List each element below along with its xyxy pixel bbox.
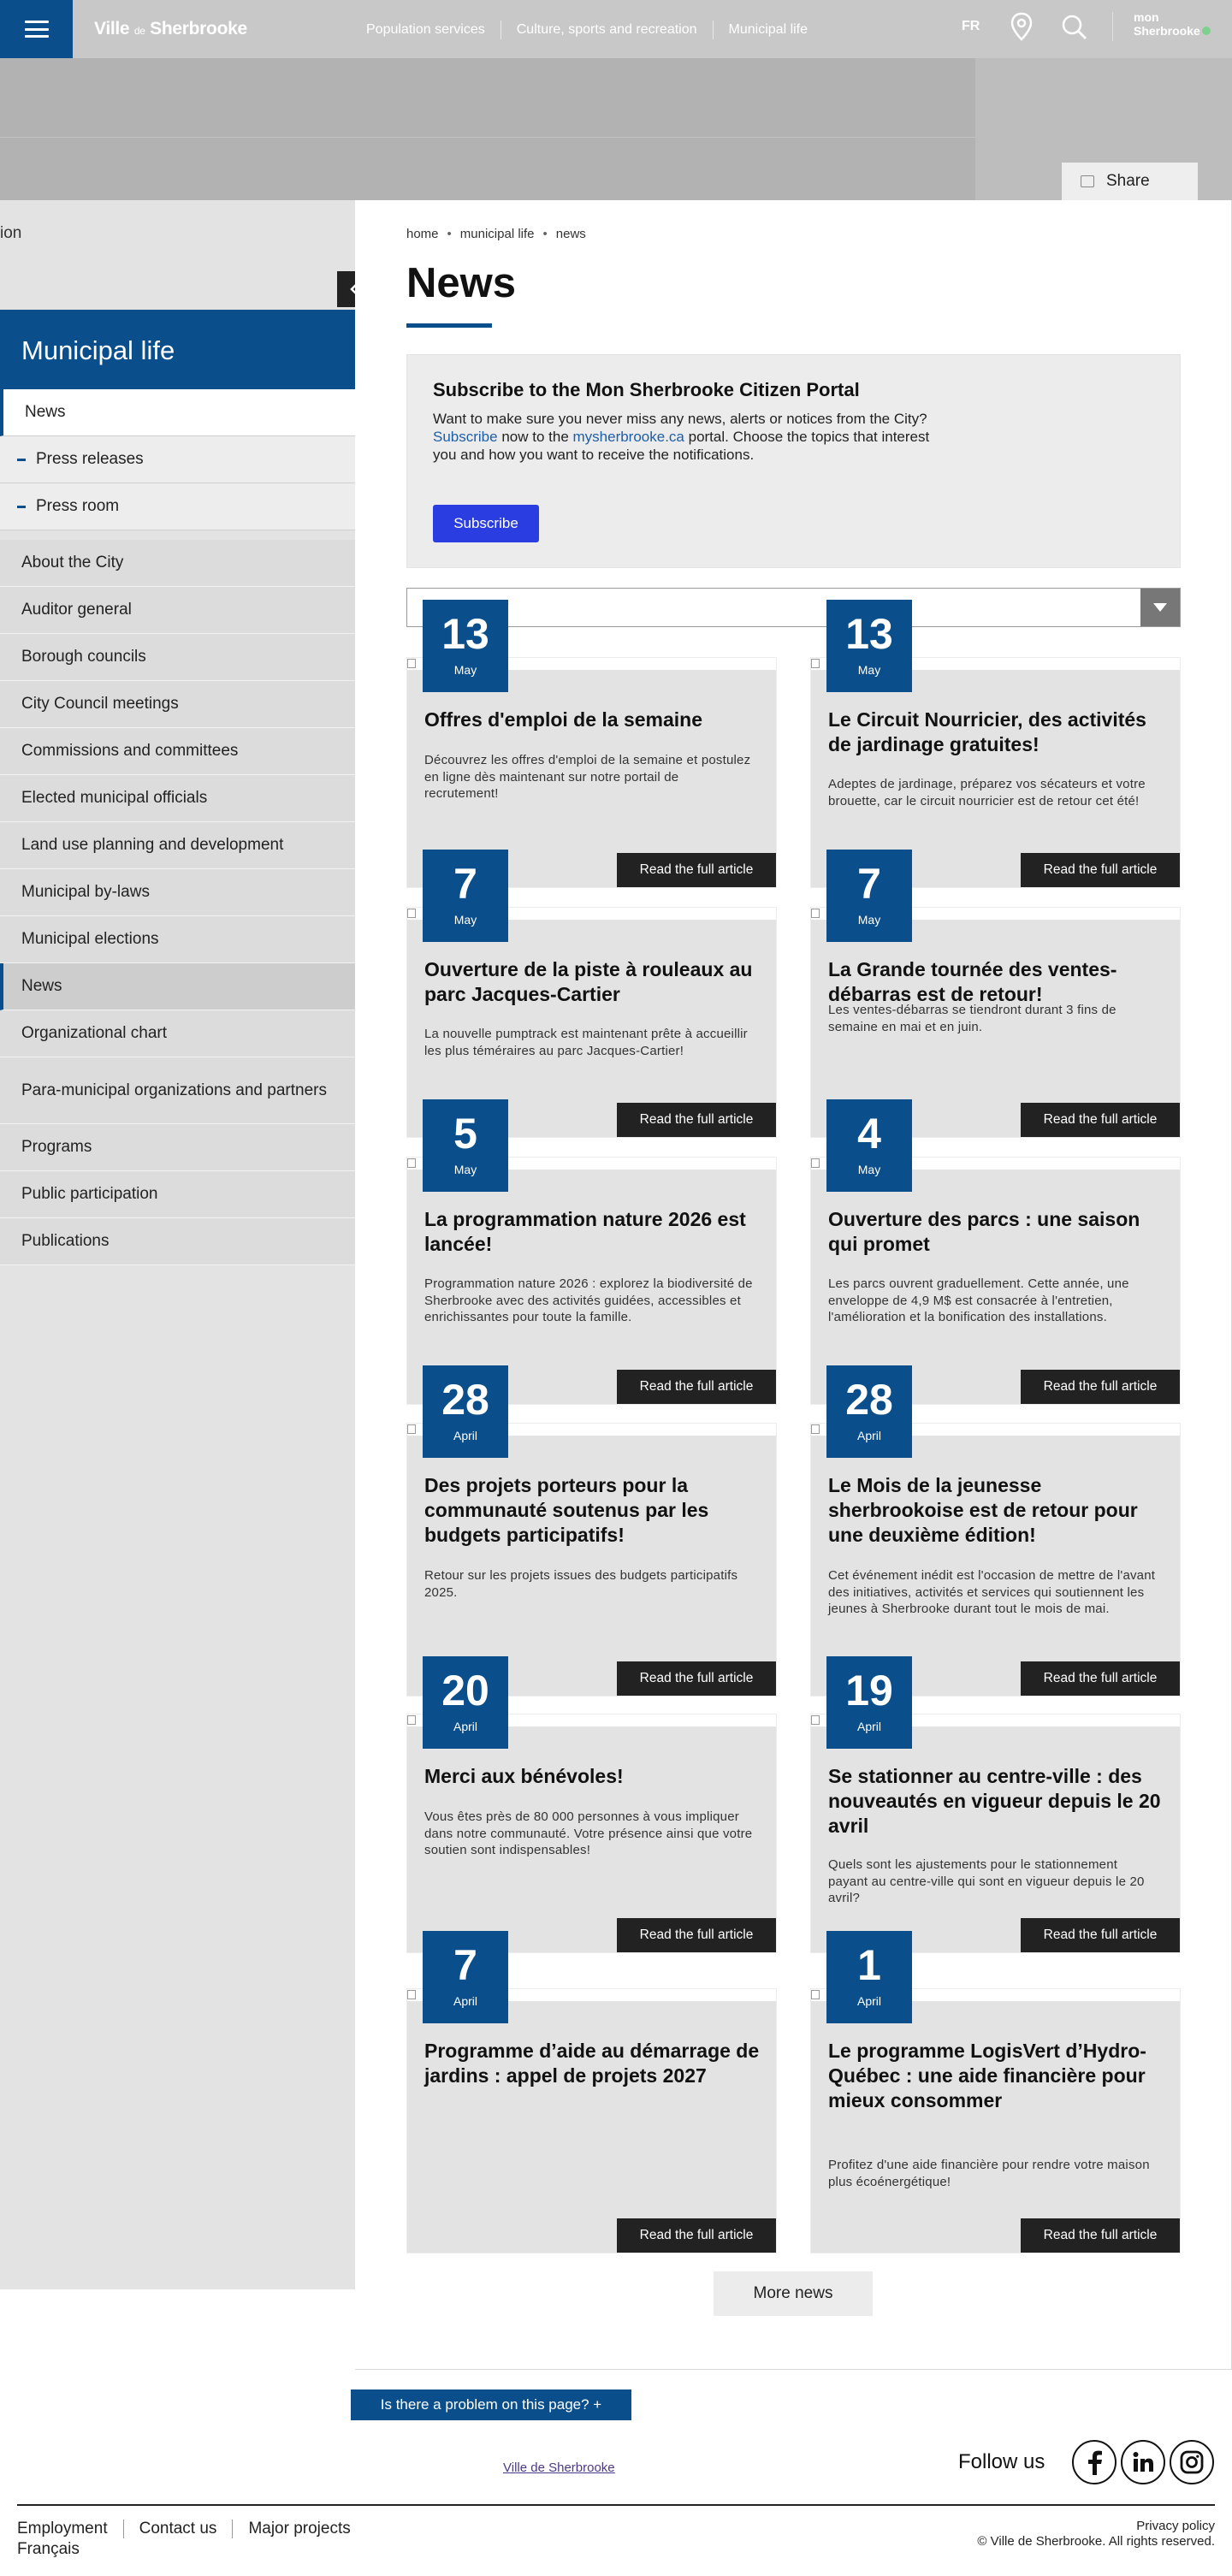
- news-card-title[interactable]: Offres d'emploi de la semaine: [424, 708, 703, 731]
- logo-word-de: de: [133, 25, 145, 37]
- sidebar-item-label: Municipal elections: [21, 930, 159, 948]
- footer-divider: [17, 2504, 1215, 2506]
- broken-image-icon: [811, 1990, 820, 1999]
- language-switch[interactable]: FR: [962, 19, 980, 33]
- portal-link[interactable]: mysherbrooke.ca: [572, 429, 684, 445]
- report-problem-button[interactable]: Is there a problem on this page? +: [351, 2389, 631, 2420]
- date-badge: [423, 850, 508, 942]
- subscribe-button[interactable]: Subscribe: [433, 505, 539, 542]
- news-card-title[interactable]: Ouverture des parcs : une saison qui promet: [828, 1208, 1140, 1255]
- logo-word-sherbrooke: Sherbrooke: [150, 19, 247, 38]
- breadcrumb-item[interactable]: home: [406, 227, 439, 241]
- footer-link[interactable]: Employment: [17, 2520, 124, 2538]
- date-month: May: [857, 913, 881, 927]
- date-badge: [423, 1365, 508, 1458]
- sidebar-item[interactable]: [0, 1010, 355, 1057]
- read-article-button[interactable]: Read the full article: [1021, 1370, 1180, 1404]
- date-month: May: [857, 1163, 881, 1176]
- news-card-title[interactable]: Le programme LogisVert d’Hydro-Québec : une aide financière pour mieux consommer: [828, 2040, 1146, 2111]
- date-day: 7: [453, 860, 477, 908]
- news-card-summary: Les ventes-débarras se tiendront durant 3 fins de semaine en mai et en juin.: [828, 1003, 1116, 1034]
- news-card[interactable]: [406, 1667, 777, 1953]
- date-badge: [826, 1931, 912, 2023]
- date-badge: [423, 1656, 508, 1749]
- hamburger-icon: [25, 21, 49, 38]
- broken-image-icon: [407, 909, 416, 918]
- sidebar-item-label: Para-municipal organizations and partners: [21, 1081, 327, 1099]
- news-card[interactable]: [810, 1376, 1181, 1697]
- subnav-child-item[interactable]: [0, 436, 355, 483]
- sidebar-item-label: News: [21, 977, 62, 995]
- sidebar-item[interactable]: [0, 1057, 355, 1124]
- sidebar-subnav: [0, 389, 355, 530]
- date-day: 19: [845, 1667, 893, 1714]
- more-news-button[interactable]: More news: [714, 2271, 873, 2316]
- news-card-summary: Quels sont les ajustements pour le stationnement payant au centre-ville qui sont en vigueur depuis le 20 avril?: [828, 1857, 1145, 1905]
- date-month: April: [453, 1720, 477, 1733]
- date-day: 13: [441, 610, 489, 658]
- sidebar-item-label: Publications: [21, 1232, 110, 1250]
- logo-dot-icon: [1202, 27, 1211, 35]
- footer-logo-link[interactable]: Ville de Sherbrooke: [503, 2461, 615, 2475]
- date-day: 13: [845, 610, 893, 658]
- share-label: Share: [1106, 172, 1150, 190]
- sidebar-item-label: About the City: [21, 554, 124, 571]
- broken-image-icon: [407, 1990, 416, 1999]
- dropdown-arrow-icon: [1140, 589, 1180, 626]
- sidebar-section-title[interactable]: Municipal life: [0, 310, 355, 389]
- news-card-summary: Cet événement inédit est l'occasion de mettre de l'avant des initiatives, activités et services qui soutiennent les jeunes à Sherbrooke durant tout le mois de mai.: [828, 1568, 1156, 1616]
- subscribe-text-part: now to the: [497, 429, 573, 445]
- news-card-title[interactable]: Le Mois de la jeunesse sherbrookoise est de retour pour une deuxième édition!: [828, 1474, 1138, 1546]
- news-card-title[interactable]: Se stationner au centre-ville : des nouveautés en vigueur depuis le 20 avril: [828, 1765, 1161, 1837]
- date-badge: [423, 1099, 508, 1192]
- sidebar-item[interactable]: [0, 775, 355, 822]
- sidebar-item[interactable]: [0, 1124, 355, 1171]
- breadcrumb: [406, 227, 586, 241]
- top-navigation: [351, 21, 823, 39]
- map-pin-icon[interactable]: [1010, 12, 1034, 41]
- date-month: April: [856, 1994, 881, 2008]
- news-card-summary: Programmation nature 2026 : explorez la biodiversité de Sherbrooke avec des activités guidées, accessibles et enrichissantes pour toute la famille.: [424, 1276, 753, 1324]
- subscribe-title: Subscribe to the Mon Sherbrooke Citizen Portal: [433, 379, 860, 400]
- sidebar-item[interactable]: [0, 963, 355, 1010]
- news-card-title[interactable]: Le Circuit Nourricier, des activités de jardinage gratuites!: [828, 708, 1146, 755]
- linkedin-icon[interactable]: [1121, 2440, 1165, 2484]
- date-badge: [423, 1931, 508, 2023]
- read-article-button[interactable]: Read the full article: [1021, 1918, 1180, 1952]
- news-card[interactable]: [810, 1667, 1181, 1953]
- news-card[interactable]: [406, 1941, 777, 2253]
- share-icon: [1081, 175, 1094, 187]
- sidebar-item[interactable]: [0, 822, 355, 869]
- read-article-button[interactable]: Read the full article: [617, 2218, 776, 2253]
- mon-logo-line1: mon: [1134, 10, 1159, 24]
- subscribe-text: [433, 410, 946, 464]
- subnav-item-label: News: [25, 403, 66, 421]
- broken-image-icon: [811, 909, 820, 918]
- date-day: 28: [845, 1376, 893, 1424]
- broken-image-icon: [407, 1424, 416, 1434]
- header-divider: [1112, 12, 1113, 41]
- footer-links: [17, 2520, 366, 2538]
- subscribe-link[interactable]: Subscribe: [433, 429, 498, 445]
- broken-image-icon: [407, 1158, 416, 1168]
- privacy-policy-link[interactable]: Privacy policy: [1136, 2519, 1215, 2533]
- read-article-button[interactable]: Read the full article: [1021, 853, 1180, 887]
- sidebar-item-label: Organizational chart: [21, 1024, 168, 1042]
- news-card-summary: Adeptes de jardinage, préparez vos sécateurs et votre brouette, car le circuit nourricier est de retour cet été!: [828, 777, 1146, 808]
- share-button[interactable]: [1062, 163, 1198, 200]
- date-day: 7: [453, 1941, 477, 1989]
- subnav-item-label: Press releases: [36, 450, 144, 468]
- sidebar-item[interactable]: [0, 869, 355, 916]
- title-underline: [406, 323, 492, 328]
- category-filter-select[interactable]: [406, 588, 1181, 627]
- date-day: 28: [441, 1376, 489, 1424]
- subnav-item-label: Press room: [36, 497, 120, 515]
- read-article-button[interactable]: Read the full article: [617, 1370, 776, 1404]
- menu-button[interactable]: [0, 0, 73, 58]
- sidebar-item-label: Land use planning and development: [21, 836, 284, 854]
- sidebar-item[interactable]: [0, 1171, 355, 1218]
- subnav-child-item[interactable]: [0, 483, 355, 530]
- sidebar-item-label: Public participation: [21, 1185, 158, 1203]
- news-card-summary: La nouvelle pumptrack est maintenant prête à accueillir les plus téméraires au parc Jacques-Cartier!: [424, 1027, 748, 1058]
- news-card-title[interactable]: Ouverture de la piste à rouleaux au parc Jacques-Cartier: [424, 958, 753, 1005]
- topnav-link[interactable]: Municipal life: [728, 22, 808, 37]
- dash-icon: [17, 459, 26, 461]
- date-day: 7: [857, 860, 881, 908]
- banner-image-area: [0, 58, 975, 200]
- date-month: April: [453, 1429, 477, 1442]
- sidebar-item[interactable]: [0, 916, 355, 963]
- subscribe-text-part: Want to make sure you never miss any news, alerts or notices from the City?: [433, 411, 927, 427]
- hero-banner: [0, 58, 1232, 200]
- broken-image-icon: [407, 1715, 416, 1725]
- dash-icon: [17, 506, 26, 508]
- sidebar-item-label: Auditor general: [21, 601, 132, 619]
- search-icon[interactable]: [1061, 14, 1088, 41]
- sidebar-nav: [0, 540, 355, 1265]
- sidebar-item-label: Commissions and committees: [21, 742, 239, 760]
- date-badge: [826, 1656, 912, 1749]
- sidebar-item[interactable]: [0, 681, 355, 728]
- breadcrumb-separator: •: [447, 227, 452, 241]
- news-card[interactable]: [810, 1941, 1181, 2253]
- sidebar-item-label: Municipal by-laws: [21, 883, 150, 901]
- news-card-summary: Découvrez les offres d'emploi de la semaine et postulez en ligne dès maintenant sur notre portail de recrutement!: [424, 753, 751, 801]
- sidebar-item-label: Programs: [21, 1138, 92, 1156]
- read-article-button[interactable]: Read the full article: [617, 1918, 776, 1952]
- news-card-title[interactable]: Des projets porteurs pour la communauté soutenus par les budgets participatifs!: [424, 1474, 709, 1546]
- date-badge: [826, 1099, 912, 1192]
- footer-link[interactable]: Major projects: [248, 2520, 351, 2538]
- breadcrumb-separator: •: [542, 227, 548, 241]
- news-card-title[interactable]: Programme d’aide au démarrage de jardins : appel de projets 2027: [424, 2040, 760, 2087]
- date-day: 1: [857, 1941, 881, 1989]
- topnav-link[interactable]: Culture, sports and recreation: [501, 21, 714, 39]
- sidebar-item-label: Elected municipal officials: [21, 789, 208, 807]
- date-month: April: [856, 1429, 881, 1442]
- broken-image-icon: [811, 659, 820, 668]
- news-card[interactable]: [406, 1376, 777, 1697]
- sidebar-item-label: Borough councils: [21, 648, 146, 666]
- news-card-title[interactable]: La Grande tournée des ventes-débarras est de retour!: [828, 958, 1117, 1005]
- follow-us-label: Follow us: [958, 2450, 1045, 2473]
- news-card-summary: Profitez d'une aide financière pour rendre votre maison plus écoénergétique!: [828, 2158, 1150, 2189]
- mon-sherbrooke-logo[interactable]: [1134, 10, 1211, 38]
- sidebar-item[interactable]: [0, 634, 355, 681]
- sidebar-item[interactable]: [0, 1218, 355, 1265]
- news-card-summary: Retour sur les projets issues des budgets participatifs 2025.: [424, 1568, 738, 1600]
- date-month: May: [857, 663, 881, 677]
- read-article-button[interactable]: Read the full article: [617, 853, 776, 887]
- date-badge: [826, 1365, 912, 1458]
- date-month: May: [453, 913, 477, 927]
- read-article-button[interactable]: Read the full article: [617, 1661, 776, 1696]
- sidebar-item[interactable]: [0, 587, 355, 634]
- site-logo[interactable]: [94, 19, 247, 39]
- footer-link[interactable]: Contact us: [124, 2520, 234, 2538]
- news-card-title[interactable]: Merci aux bénévoles!: [424, 1765, 624, 1787]
- read-article-button[interactable]: Read the full article: [1021, 1661, 1180, 1696]
- broken-image-icon: [811, 1715, 820, 1725]
- instagram-icon[interactable]: [1170, 2440, 1214, 2484]
- sidebar-item[interactable]: [0, 540, 355, 587]
- copyright-text: © Ville de Sherbrooke. All rights reserved.: [977, 2534, 1215, 2549]
- topnav-link[interactable]: Population services: [351, 21, 501, 39]
- page-title: News: [406, 260, 517, 306]
- footer-language-link[interactable]: Français: [17, 2540, 80, 2558]
- date-badge: [826, 600, 912, 692]
- subscribe-text-part: portal. Choose the topics that interest you and how you want to receive the notifications.: [433, 429, 930, 463]
- banner-divider: [0, 137, 975, 138]
- breadcrumb-item[interactable]: municipal life: [459, 227, 535, 241]
- date-month: May: [453, 1163, 477, 1176]
- date-month: May: [453, 663, 477, 677]
- news-card-title[interactable]: La programmation nature 2026 est lancée!: [424, 1208, 746, 1255]
- date-badge: [826, 850, 912, 942]
- date-day: 20: [441, 1667, 489, 1714]
- news-card-summary: Vous êtes près de 80 000 personnes à vous impliquer dans notre communauté. Votre présence ainsi que votre soutien sont indispensables!: [424, 1809, 753, 1857]
- read-article-button[interactable]: Read the full article: [1021, 1103, 1180, 1137]
- logo-word-ville: Ville: [94, 19, 130, 38]
- breadcrumb-item: news: [555, 227, 586, 241]
- news-card-summary: Les parcs ouvrent graduellement. Cette année, une enveloppe de 4,9 M$ est consacrée à l'entretien, l'amélioration et la bonification des installations.: [828, 1276, 1129, 1324]
- date-day: 5: [453, 1110, 477, 1158]
- broken-image-icon: [811, 1424, 820, 1434]
- sidebar-item[interactable]: [0, 728, 355, 775]
- read-article-button[interactable]: Read the full article: [617, 1103, 776, 1137]
- read-article-button[interactable]: Read the full article: [1021, 2218, 1180, 2253]
- date-badge: [423, 600, 508, 692]
- date-month: April: [856, 1720, 881, 1733]
- mon-logo-line2: Sherbrooke: [1134, 24, 1200, 38]
- sidebar-item-label: City Council meetings: [21, 695, 179, 713]
- subscribe-panel: [406, 354, 1181, 568]
- date-day: 4: [857, 1110, 881, 1158]
- date-month: April: [453, 1994, 477, 2008]
- truncated-sidebar-label: ion: [0, 224, 22, 242]
- broken-image-icon: [407, 659, 416, 668]
- facebook-icon[interactable]: [1072, 2440, 1116, 2484]
- subnav-item-news[interactable]: [0, 389, 355, 436]
- site-header: [0, 0, 1232, 58]
- broken-image-icon: [811, 1158, 820, 1168]
